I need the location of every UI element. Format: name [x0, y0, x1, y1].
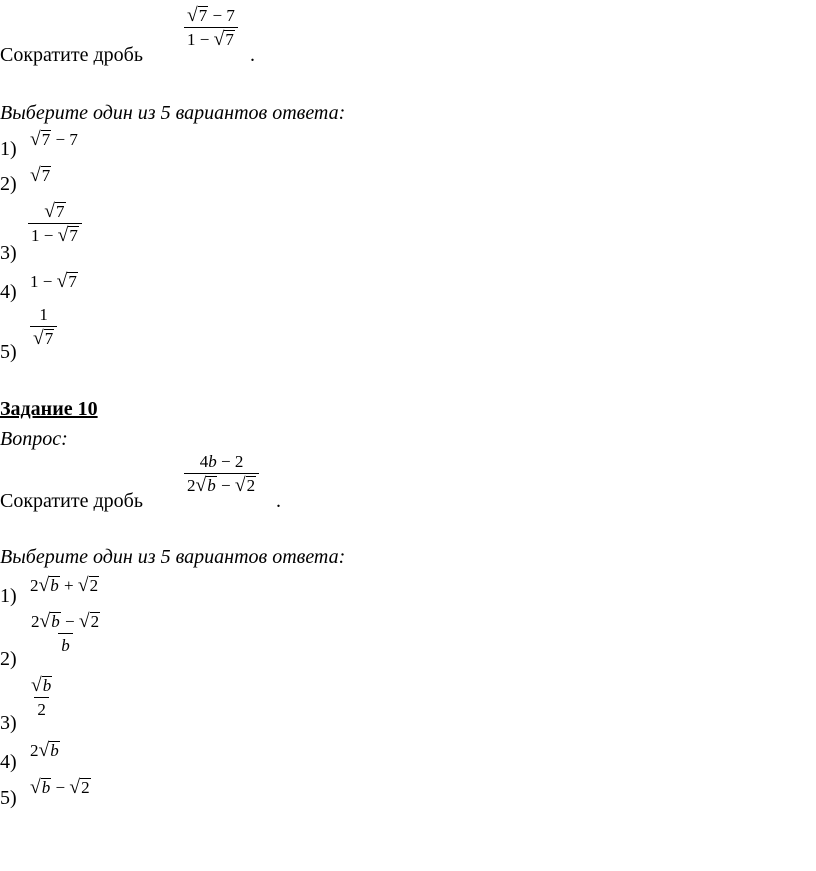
question-text: Сократите дробь: [0, 490, 143, 512]
option-value: 1 √ 7: [30, 305, 57, 349]
option-value: √ b 2: [31, 675, 52, 720]
fraction-denominator: 2 √ b − √ 2: [184, 473, 259, 496]
option-label: 5): [0, 787, 17, 809]
option-value: 2 √ b − √ 2 b: [31, 611, 100, 656]
option-value: 1 − √ 7: [30, 271, 77, 293]
option-label: 2): [0, 173, 17, 195]
choose-instruction: Выберите один из 5 вариантов ответа:: [0, 546, 346, 568]
option-value: 2 √ b: [30, 740, 59, 762]
option-value: √ 7: [30, 165, 51, 187]
option-label: 1): [0, 585, 17, 607]
option-label: 4): [0, 281, 17, 303]
option-label: 3): [0, 712, 17, 734]
option-label: 4): [0, 751, 17, 773]
option-value: √ 7 − 7: [30, 129, 78, 151]
option-label: 5): [0, 341, 17, 363]
question-text: Сократите дробь: [0, 44, 143, 66]
task-heading: Задание 10: [0, 398, 98, 420]
fraction-numerator: √ 7 − 7: [187, 5, 235, 27]
option-value: √ 7 1 − √ 7: [28, 202, 82, 246]
fraction-denominator: 1 − √ 7: [184, 27, 238, 50]
question-end: .: [250, 44, 255, 66]
question-label: Вопрос:: [0, 428, 68, 450]
fraction-numerator: 4b − 2: [199, 452, 244, 471]
question-end: .: [276, 490, 281, 512]
question-fraction: [184, 452, 259, 496]
option-label: 3): [0, 242, 17, 264]
question-fraction: [184, 6, 238, 50]
choose-instruction: Выберите один из 5 вариантов ответа:: [0, 102, 346, 124]
option-label: 1): [0, 138, 17, 160]
option-value: √ b − √ 2: [30, 777, 90, 799]
option-value: 2 √ b + √ 2: [30, 575, 99, 597]
option-label: 2): [0, 648, 17, 670]
